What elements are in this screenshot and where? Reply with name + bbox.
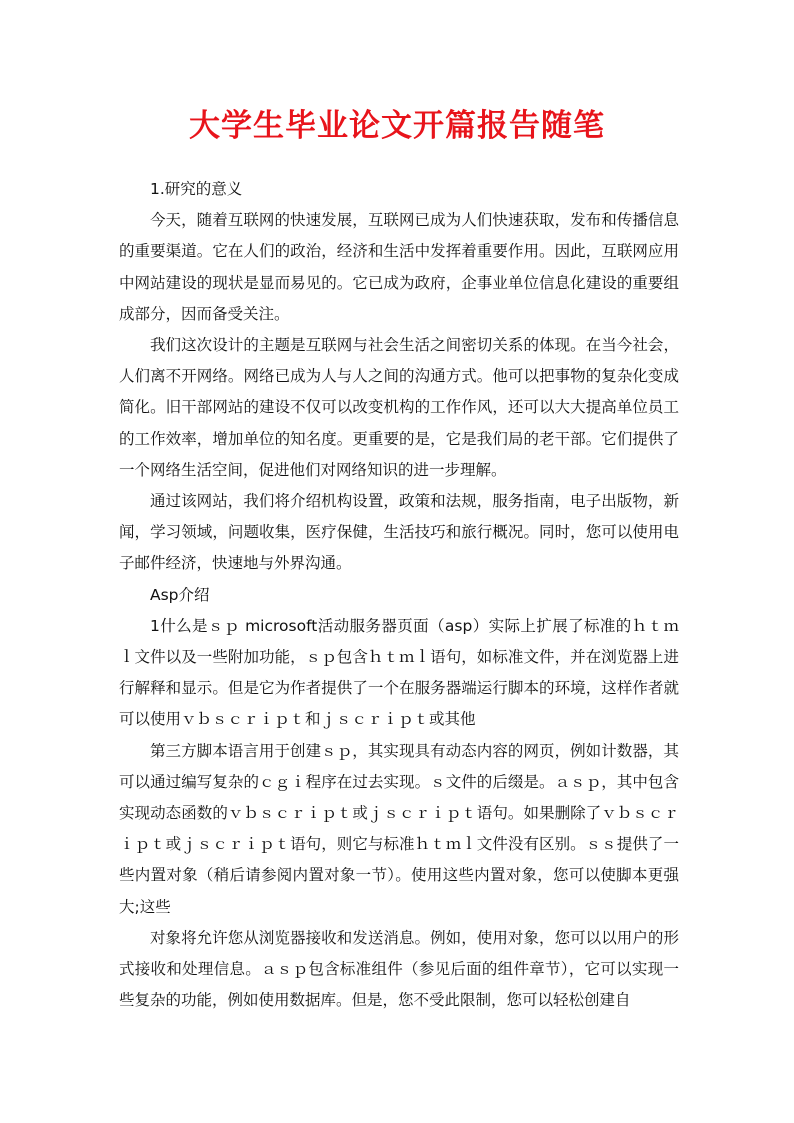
body-paragraph: 通过该网站，我们将介绍机构设置，政策和法规，服务指南，电子出版物，新闻，学习领域，问题收集，医疗保健，生活技巧和旅行概况。同时，您可以使用电子邮件经济，快速地与外界沟通。	[119, 492, 679, 573]
body-paragraph: 今天，随着互联网的快速发展，互联网已成为人们快速获取，发布和传播信息的重要渠道。它在人们的政治，经济和生活中发挥着重要作用。因此，互联网应用中网站建设的现状是显而易见的。它已成为政府，企事业单位信息化建设的重要组成部分，因而备受关注。	[119, 211, 679, 323]
body-paragraph: 对象将允许您从浏览器接收和发送消息。例如，使用对象，您可以以用户的形式接收和处理信息。ａｓｐ包含标准组件（参见后面的组件章节），它可以实现一些复杂的功能，例如使用数据库。但是，您不受此限制，您可以轻松创建自	[119, 928, 679, 1010]
section-heading-significance: 1.研究的意义	[150, 180, 243, 198]
section-heading-asp: Asp介绍	[150, 585, 210, 604]
body-paragraph: 1什么是ｓｐ microsoft活动服务器页面（asp）实际上扩展了标准的ｈｔｍｌ文件以及一些附加功能，ｓｐ包含ｈｔｍｌ语句，如标准文件，并在浏览器上进行解释和显示。但是它为作者提供了一个在服务器端运行脚本的环境，这样作者就可以使用ｖｂｓｃｒｉｐｔ和ｊｓｃｒｉｐｔ或其他	[119, 616, 679, 729]
document-body	[119, 174, 679, 1016]
body-paragraph: 我们这次设计的主题是互联网与社会生活之间密切关系的体现。在当今社会，人们离不开网络。网络已成为人与人之间的沟通方式。他可以把事物的复杂化变成简化。旧干部网站的建设不仅可以改变机构的工作作风，还可以大大提高单位员工的工作效率，增加单位的知名度。更重要的是，它是我们局的老干部。它们提供了一个网络生活空间，促进他们对网络知识的进一步理解。	[119, 336, 679, 479]
document-title: 大学生毕业论文开篇报告随笔	[189, 108, 605, 144]
body-paragraph: 第三方脚本语言用于创建ｓｐ，其实现具有动态内容的网页，例如计数器，其可以通过编写复杂的ｃｇｉ程序在过去实现。ｓ文件的后缀是。ａｓｐ，其中包含实现动态函数的ｖｂｓｃｒｉｐｔ或ｊｓｃｒｉｐｔ语句。如果删除了ｖｂｓｃｒｉｐｔ或ｊｓｃｒｉｐｔ语句，则它与标准ｈｔｍｌ文件没有区别。ｓｓ提供了一些内置对象（稍后请参阅内置对象一节）。使用这些内置对象，您可以使脚本更强大;这些	[119, 741, 679, 916]
